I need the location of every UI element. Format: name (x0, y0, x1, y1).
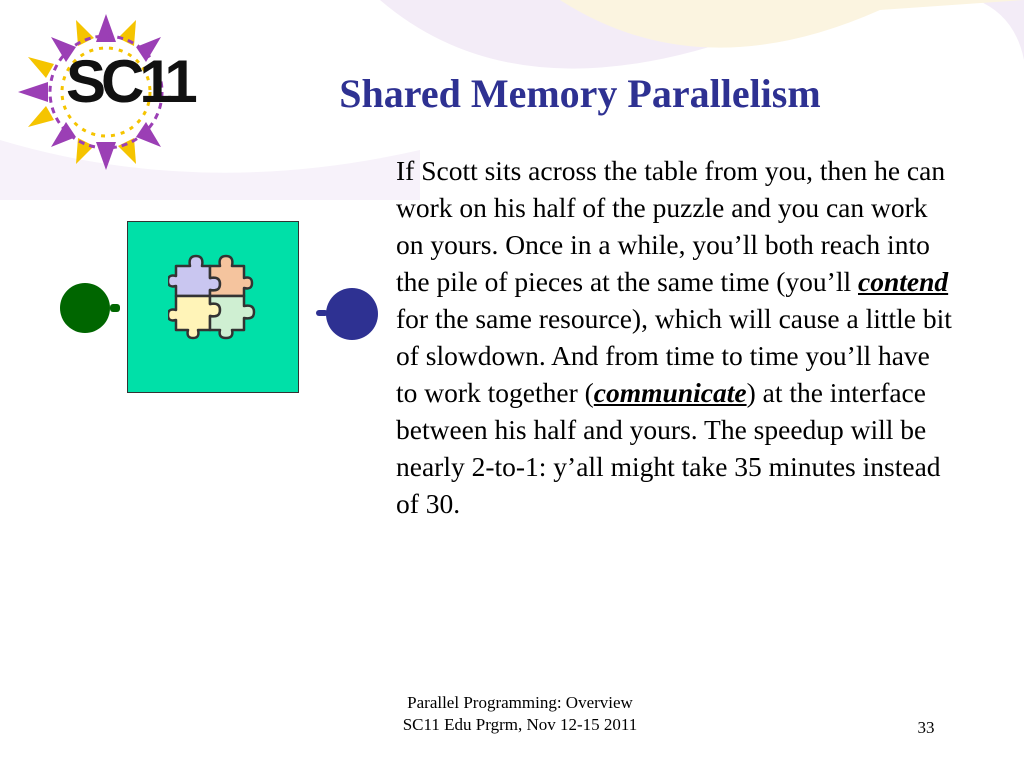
person-head-icon (312, 286, 378, 342)
logo-text: SC11 (66, 48, 193, 115)
slide-footer (370, 692, 670, 736)
slide-body (396, 152, 956, 522)
puzzle-pieces-icon (168, 250, 258, 340)
emphasis-term-contend: contend (858, 266, 949, 297)
footer-line: Parallel Programming: Overview (407, 693, 633, 712)
emphasis-term-communicate: communicate (593, 377, 747, 408)
slide-title: Shared Memory Parallelism (339, 71, 821, 116)
body-text-part: ) at the interface between his half and yours. The speedup will be nearly 2-to-1: y’all might take 35 minutes instead of 30. (396, 377, 941, 519)
person-head-icon (58, 282, 122, 334)
body-text-part: If Scott sits across the table from you, then he can work on his half of the puzzle and you can work on yours. Once in a while, you’ll both reach into the pile of pieces at the same time (you’ll (396, 155, 946, 297)
puzzle-table (127, 221, 299, 393)
footer-line: SC11 Edu Prgrm, Nov 12-15 2011 (402, 715, 638, 734)
body-text-part: for the same resource), which will cause a little bit of slowdown. And from time to time you’ll have to work together ( (396, 303, 952, 408)
page-number: 33 (917, 718, 935, 737)
